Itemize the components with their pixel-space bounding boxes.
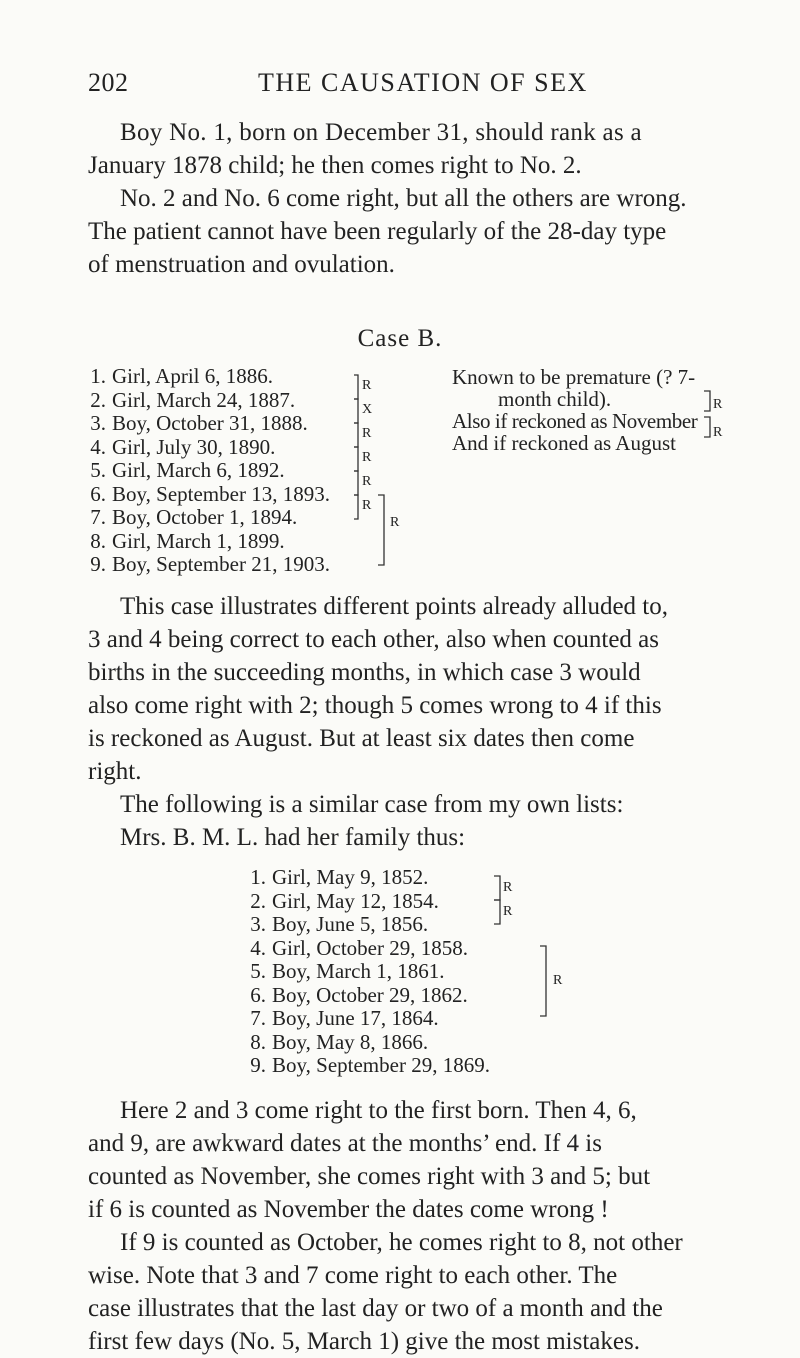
mark-label: R (390, 515, 400, 530)
bracket-4-7 (540, 946, 546, 1016)
list-item: 9. Boy, September 21, 1903. (90, 552, 330, 576)
list-item: 5. Girl, March 6, 1892. (90, 458, 285, 482)
text-line: case illustrates that the last day or two of a month and the (88, 1295, 663, 1322)
bracket-3-4 (354, 423, 358, 447)
list-item: 4. Girl, July 30, 1890. (90, 434, 276, 459)
text-line: counted as November, she comes right with 3 and 5; but (88, 1163, 651, 1190)
text-line: No. 2 and No. 6 come right, but all the others are wrong. (120, 185, 687, 212)
mark-label: R (503, 904, 513, 919)
page-number: 202 (88, 68, 129, 97)
note-line: Known to be premature (? 7- (452, 365, 696, 389)
mark-label: R (713, 397, 723, 412)
bracket-6-9 (378, 495, 384, 565)
bracket-5-6 (354, 471, 358, 495)
list-item: 1. Girl, April 6, 1886. (90, 364, 273, 388)
text-line: 3 and 4 being correct to each other, also when counted as (88, 626, 660, 653)
text-line: first few days (No. 5, March 1) give the most mistakes. (88, 1328, 640, 1355)
bracket-4-5 (354, 447, 358, 471)
text-line: Mrs. B. M. L. had her family thus: (120, 824, 466, 851)
mark-label: R (362, 474, 372, 489)
mrs-bml-list (244, 866, 490, 1078)
text-line: births in the succeeding months, in which case 3 would (88, 659, 641, 686)
list-item: 3. Boy, June 5, 1856. (250, 912, 429, 936)
note-line: Also if reckoned as November (452, 409, 698, 433)
mark-label: X (362, 402, 373, 417)
text-line: if 6 is counted as November the dates come wrong ! (88, 1196, 609, 1223)
text-line: If 9 is counted as October, he comes right to 8, not other (120, 1229, 683, 1256)
text-line: Boy No. 1, born on December 31, should rank as a (120, 119, 642, 146)
text-line: wise. Note that 3 and 7 come right to each other. The (88, 1262, 618, 1289)
mark-label: R (553, 973, 563, 988)
text-line: of menstruation and ovulation. (88, 251, 395, 278)
case-b-list (84, 365, 330, 577)
list-item: 8. Girl, March 1, 1899. (90, 528, 285, 553)
bracket-2-3 (354, 399, 358, 423)
text-line: January 1878 child; he then comes right to No. 2. (88, 152, 582, 179)
list-item: 2. Girl, May 12, 1854. (250, 888, 439, 913)
mark-label: R (362, 498, 372, 513)
mark-label: R (362, 426, 372, 441)
note-line: And if reckoned as August (452, 431, 676, 455)
mark-label: R (713, 425, 723, 440)
text-line: This case illustrates different points already alluded to, (120, 593, 668, 620)
case-b-title: Case B. (357, 325, 443, 352)
mrs-bml-brackets (480, 866, 563, 1036)
list-item: 1. Girl, May 9, 1852. (250, 865, 429, 889)
list-item: 6. Boy, September 13, 1893. (90, 481, 330, 506)
bracket-6-7 (354, 495, 358, 519)
text-line: also come right with 2; though 5 comes wrong to 4 if this (88, 692, 662, 719)
text-line: right. (88, 758, 142, 785)
text-line: Here 2 and 3 come right to the first born. Then 4, 6, (120, 1097, 637, 1124)
mark-label: R (362, 450, 372, 465)
mark-label: R (503, 880, 513, 895)
page-header (88, 68, 718, 108)
list-item: 9. Boy, September 29, 1869. (250, 1053, 490, 1077)
text-line: and 9, are awkward dates at the months’ end. If 4 is (88, 1130, 602, 1157)
running-title: THE CAUSATION OF SEX (258, 68, 588, 97)
bracket-2-3 (494, 900, 500, 924)
list-item: 6. Boy, October 29, 1862. (250, 982, 468, 1007)
list-item: 3. Boy, October 31, 1888. (90, 411, 308, 435)
list-item: 8. Boy, May 8, 1866. (250, 1029, 429, 1054)
text-line: The following is a similar case from my own lists: (120, 791, 624, 818)
bracket-1-2 (494, 876, 500, 900)
list-item: 2. Girl, March 24, 1887. (90, 387, 296, 412)
case-b-brackets (340, 365, 460, 585)
case-b-notes (452, 366, 697, 454)
text-line: is reckoned as August. But at least six dates then come (88, 725, 635, 752)
list-item: 4. Girl, October 29, 1858. (250, 935, 468, 960)
bracket-1-2 (354, 375, 358, 399)
note-line: month child). (498, 387, 612, 411)
mark-label: R (362, 378, 372, 393)
list-item: 7. Boy, June 17, 1864. (250, 1006, 439, 1030)
middle-paragraph (88, 590, 736, 854)
intro-paragraph (88, 116, 736, 281)
text-line: The patient cannot have been regularly of the 28-day type (88, 218, 667, 245)
list-item: 5. Boy, March 1, 1861. (250, 959, 445, 983)
closing-paragraph (88, 1094, 736, 1358)
list-item: 7. Boy, October 1, 1894. (90, 505, 298, 529)
